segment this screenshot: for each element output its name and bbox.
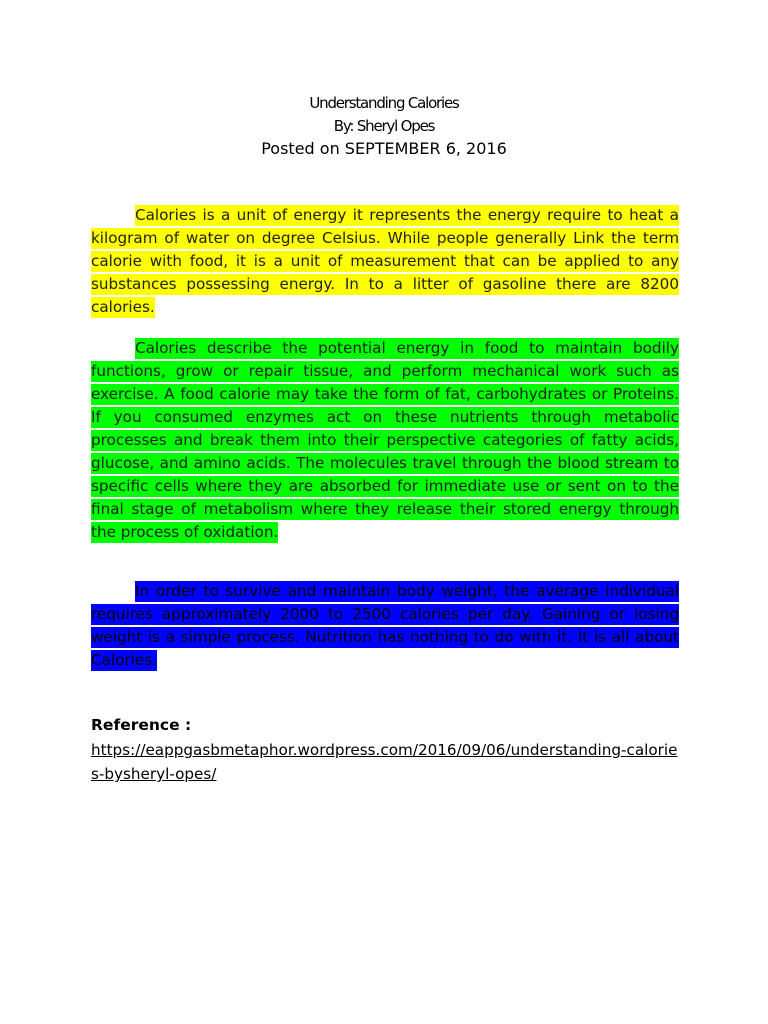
posted-date: Posted on SEPTEMBER 6, 2016 [261, 139, 507, 158]
paragraph-text: Calories describe the potential energy in food to maintain bodily functions, grow or repair tissue, and perform mechanical work such as exercise. A food calorie may take the form of fat, carbohydrates or Proteins. If you consumed enzymes act on these nutrients through metabolic processes and break them into their perspective categories of fatty acids, glucose, and amino acids. The molecules travel through the blood stream to specific cells where they are absorbed for immediate use or sent on to the final stage of metabolism where they release their stored energy through the process of oxidation. [91, 339, 679, 541]
reference-link[interactable]: https://eappgasbmetaphor.wordpress.com/2016/09/06/understanding-calories-bysheryl-opes/ [91, 741, 678, 783]
paragraph-text: Calories is a unit of energy it represents the energy require to heat a kilogram of water on degree Celsius. While people generally Link the term calorie with food, it is a unit of measurement that can be applied to any substances possessing energy. In to a litter of gasoline there are 8200 calories. [91, 206, 679, 316]
paragraph-green [91, 337, 679, 544]
paragraph-yellow [91, 204, 679, 319]
document-byline: By: Sheryl Opes [333, 117, 435, 135]
document-title: Understanding Calories [309, 94, 459, 112]
reference-label: Reference : [91, 716, 192, 734]
paragraph-blue [91, 580, 679, 672]
paragraph-text: In order to survive and maintain body weight, the average individual requires approximately 2000 to 2500 calories per day. Gaining or losing weight is a simple process. Nutrition has nothing to do with it. It is all about Calories. [91, 582, 679, 669]
